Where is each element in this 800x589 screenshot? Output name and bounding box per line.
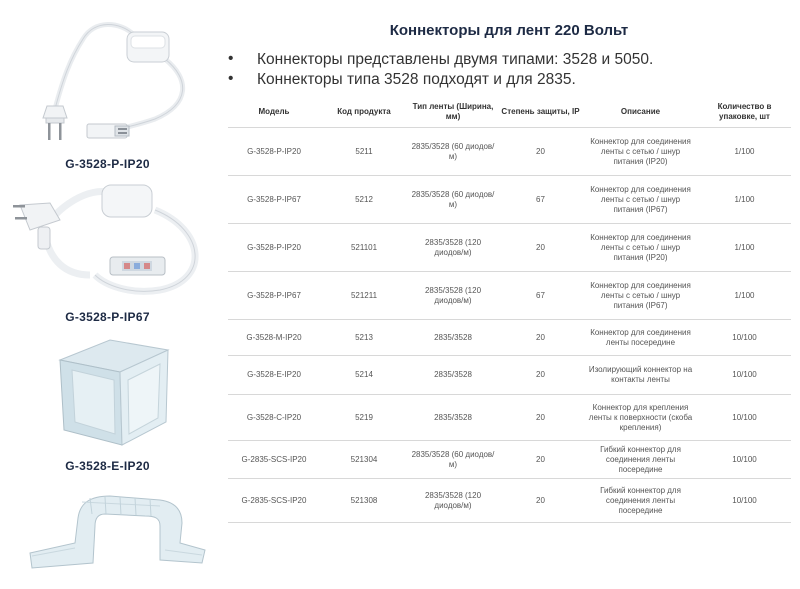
- cell-strip-type: 2835/3528 (60 диодов/м): [408, 128, 498, 176]
- cell-quantity: 1/100: [698, 224, 791, 272]
- cell-quantity: 10/100: [698, 441, 791, 479]
- cell-description: Гибкий коннектор для соединения ленты посередине: [583, 441, 698, 479]
- cell-ip: 67: [498, 176, 583, 224]
- column-header-ip: Степень защиты, IP: [498, 97, 583, 128]
- cell-code: 5211: [320, 128, 408, 176]
- table-row: [228, 176, 791, 224]
- cell-model: G-2835-SCS-IP20: [228, 479, 320, 523]
- cell-ip: 20: [498, 395, 583, 441]
- cell-strip-type: 2835/3528 (120 диодов/м): [408, 224, 498, 272]
- table-row: [228, 272, 791, 320]
- cell-model: G-3528-P-IP20: [228, 128, 320, 176]
- product-caption: G-3528-P-IP67: [65, 310, 150, 324]
- cell-description: Коннектор для соединения ленты с сетью / шнур питания (IP67): [583, 272, 698, 320]
- bullet-icon: •: [228, 50, 234, 67]
- cell-quantity: 1/100: [698, 176, 791, 224]
- column-header-quantity: Количество в упаковке, шт: [698, 97, 791, 128]
- cell-model: G-3528-C-IP20: [228, 395, 320, 441]
- column-header-strip-type: Тип ленты (Ширина, мм): [408, 97, 498, 128]
- end-cap-image: [50, 330, 180, 455]
- page-title: Коннекторы для лент 220 Вольт: [389, 22, 629, 39]
- power-cord-connector-ip67-image: [10, 175, 210, 310]
- cell-description: Коннектор для соединения ленты с сетью / шнур питания (IP20): [583, 224, 698, 272]
- table-row: [228, 441, 791, 479]
- cell-code: 5219: [320, 395, 408, 441]
- cell-model: G-3528-P-IP67: [228, 272, 320, 320]
- cell-description: Коннектор для соединения ленты с сетью / шнур питания (IP20): [583, 128, 698, 176]
- cell-model: G-3528-P-IP67: [228, 176, 320, 224]
- cell-code: 5214: [320, 356, 408, 395]
- bullet-icon: •: [228, 70, 234, 87]
- cell-code: 521211: [320, 272, 408, 320]
- cell-quantity: 1/100: [698, 272, 791, 320]
- bullet-item: [228, 51, 788, 71]
- cell-model: G-3528-E-IP20: [228, 356, 320, 395]
- table-row: [228, 224, 791, 272]
- cell-description: Коннектор для соединения ленты с сетью / шнур питания (IP67): [583, 176, 698, 224]
- cell-strip-type: 2835/3528 (120 диодов/м): [408, 479, 498, 523]
- table-row: [228, 320, 791, 356]
- cell-description: Коннектор для крепления ленты к поверхности (скоба крепления): [583, 395, 698, 441]
- bullet-text: Коннекторы представлены двумя типами: 3528 и 5050.: [257, 51, 654, 68]
- cell-quantity: 10/100: [698, 395, 791, 441]
- product-caption: G-3528-E-IP20: [65, 459, 150, 473]
- cell-strip-type: 2835/3528 (60 диодов/м): [408, 176, 498, 224]
- product-caption: G-3528-P-IP20: [65, 157, 150, 171]
- column-header-code: Код продукта: [320, 97, 408, 128]
- cell-model: G-3528-P-IP20: [228, 224, 320, 272]
- cell-code: 521101: [320, 224, 408, 272]
- cell-code: 521304: [320, 441, 408, 479]
- bullet-text: Коннекторы типа 3528 подходят и для 2835.: [257, 71, 576, 88]
- cell-ip: 67: [498, 272, 583, 320]
- cell-strip-type: 2835/3528: [408, 356, 498, 395]
- product-images-column: [0, 0, 215, 589]
- cell-description: Гибкий коннектор для соединения ленты посередине: [583, 479, 698, 523]
- cell-model: G-2835-SCS-IP20: [228, 441, 320, 479]
- cell-ip: 20: [498, 320, 583, 356]
- column-header-model: Модель: [228, 97, 320, 128]
- table-row: [228, 356, 791, 395]
- column-header-description: Описание: [583, 97, 698, 128]
- cell-ip: 20: [498, 128, 583, 176]
- cell-quantity: 10/100: [698, 479, 791, 523]
- cell-code: 521308: [320, 479, 408, 523]
- table-row: [228, 479, 791, 523]
- cell-quantity: 10/100: [698, 320, 791, 356]
- cell-quantity: 1/100: [698, 128, 791, 176]
- cell-strip-type: 2835/3528 (60 диодов/м): [408, 441, 498, 479]
- cell-ip: 20: [498, 224, 583, 272]
- spec-table: [228, 97, 791, 523]
- table-header-row: [228, 97, 791, 128]
- cell-description: Изолирующий коннектор на контакты ленты: [583, 356, 698, 395]
- cell-code: 5212: [320, 176, 408, 224]
- power-cord-connector-ip20-image: [25, 14, 205, 159]
- cell-strip-type: 2835/3528 (120 диодов/м): [408, 272, 498, 320]
- cell-ip: 20: [498, 356, 583, 395]
- bullet-item: [228, 71, 788, 91]
- bullet-list: [228, 51, 788, 91]
- cell-strip-type: 2835/3528: [408, 320, 498, 356]
- cell-strip-type: 2835/3528: [408, 395, 498, 441]
- cell-ip: 20: [498, 441, 583, 479]
- cell-model: G-3528-M-IP20: [228, 320, 320, 356]
- cell-description: Коннектор для соединения ленты посередине: [583, 320, 698, 356]
- cell-quantity: 10/100: [698, 356, 791, 395]
- table-row: [228, 395, 791, 441]
- cell-ip: 20: [498, 479, 583, 523]
- mounting-clip-image: [20, 488, 210, 583]
- cell-code: 5213: [320, 320, 408, 356]
- table-row: [228, 128, 791, 176]
